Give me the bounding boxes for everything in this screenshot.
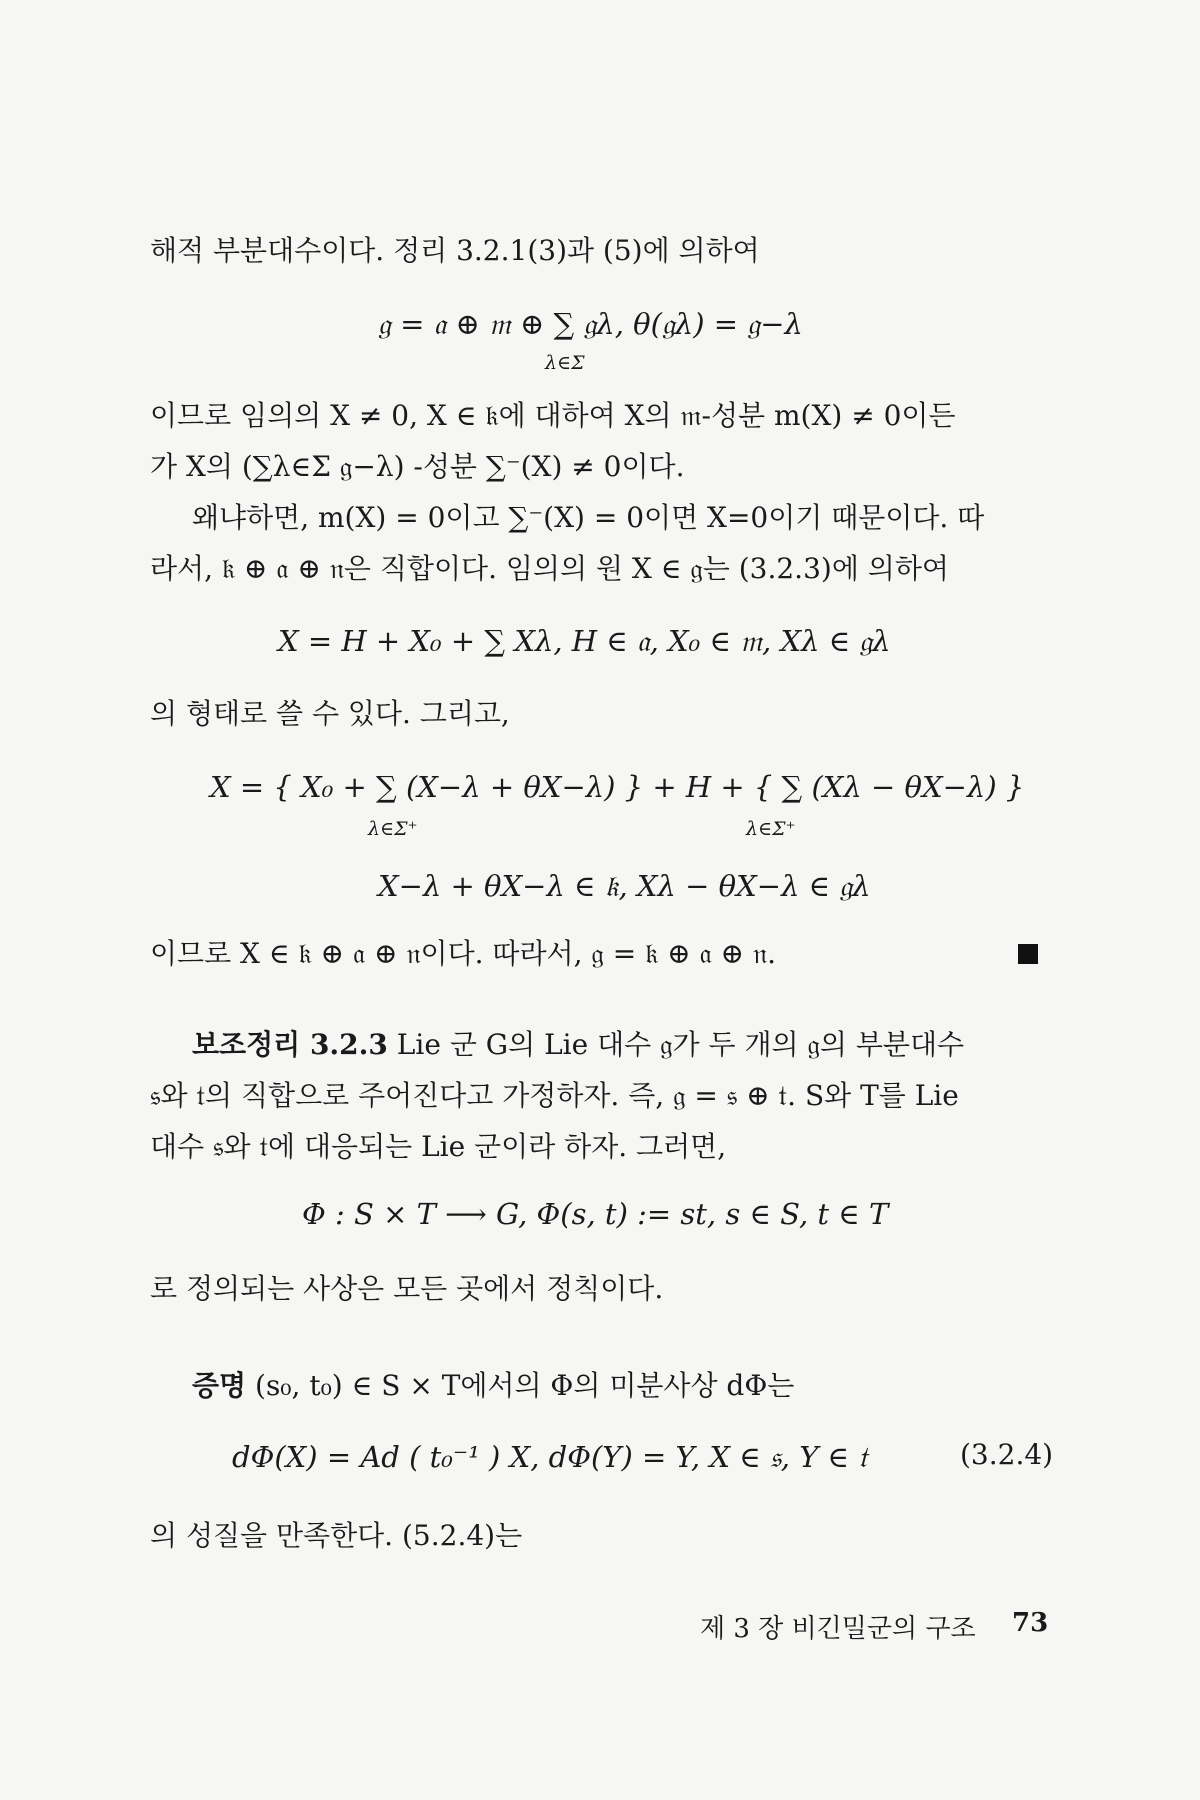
- equation: X = H + X₀ + ∑ Xλ, H ∈ 𝔞, X₀ ∈ 𝔪, Xλ ∈ 𝔤λ: [278, 624, 891, 658]
- equation: X = { X₀ + ∑ (X−λ + θX−λ) } + H + { ∑ (Xλ − θX−λ) }: [210, 770, 1025, 804]
- lemma-line: [192, 1026, 964, 1064]
- paragraph-line: 라서, 𝔨 ⊕ 𝔞 ⊕ 𝔫은 직합이다. 임의의 원 X ∈ 𝔤는 (3.2.3)에 의하여: [150, 552, 949, 585]
- paragraph-line: 이므로 X ∈ 𝔨 ⊕ 𝔞 ⊕ 𝔫이다. 따라서, 𝔤 = 𝔨 ⊕ 𝔞 ⊕ 𝔫.: [150, 937, 777, 970]
- paragraph-line: 왜냐하면, m(X) = 0이고 ∑⁻(X) = 0이면 X=0이기 때문이다. 따: [192, 501, 985, 534]
- paragraph-line: 의 형태로 쓸 수 있다. 그리고,: [150, 697, 510, 730]
- paragraph-line: 대수 𝔰와 𝔱에 대응되는 Lie 군이라 하자. 그러면,: [150, 1130, 727, 1163]
- page-number: 73: [1012, 1608, 1049, 1638]
- lemma-title: 보조정리 3.2.3: [192, 1028, 388, 1061]
- paragraph-line: 이므로 임의의 X ≠ 0, X ∈ 𝔨에 대하여 X의 𝔪-성분 m(X) ≠ 0이든: [150, 399, 956, 432]
- proof-text: (s₀, t₀) ∈ S × T에서의 Φ의 미분사상 dΦ는: [255, 1369, 795, 1402]
- proof-title: 증명: [192, 1369, 247, 1402]
- paragraph-line: 가 X의 (∑λ∈Σ 𝔤−λ) -성분 ∑⁻(X) ≠ 0이다.: [150, 450, 685, 483]
- paragraph-line: 로 정의되는 사상은 모든 곳에서 정칙이다.: [150, 1272, 664, 1305]
- proof-line: [192, 1367, 794, 1405]
- equation: Φ : S × T ⟶ G, Φ(s, t) := st, s ∈ S, t ∈ T: [302, 1197, 889, 1231]
- equation: X−λ + θX−λ ∈ 𝔨, Xλ − θX−λ ∈ 𝔤λ: [378, 869, 871, 903]
- equation-subscript: λ∈Σ⁺: [746, 818, 796, 840]
- equation-number: (3.2.4): [960, 1438, 1054, 1471]
- equation: dΦ(X) = Ad ( t₀⁻¹ ) X, dΦ(Y) = Y, X ∈ 𝔰, Y ∈ 𝔱: [232, 1440, 868, 1474]
- equation-subscript: λ∈Σ⁺: [368, 818, 418, 840]
- chapter-footer: 제 3 장 비긴밀군의 구조: [700, 1614, 976, 1644]
- paragraph-line: 𝔰와 𝔱의 직합으로 주어진다고 가정하자. 즉, 𝔤 = 𝔰 ⊕ 𝔱. S와 T를 Lie: [150, 1079, 959, 1112]
- equation: 𝔤 = 𝔞 ⊕ 𝔪 ⊕ ∑ 𝔤λ, θ(𝔤λ) = 𝔤−λ: [378, 307, 803, 341]
- equation-subscript: λ∈Σ: [545, 352, 585, 374]
- paragraph-line: 해적 부분대수이다. 정리 3.2.1(3)과 (5)에 의하여: [150, 234, 760, 267]
- lemma-text: Lie 군 G의 Lie 대수 𝔤가 두 개의 𝔤의 부분대수: [396, 1028, 965, 1061]
- paragraph-line: 의 성질을 만족한다. (5.2.4)는: [150, 1519, 523, 1552]
- qed-square-icon: [1018, 944, 1038, 964]
